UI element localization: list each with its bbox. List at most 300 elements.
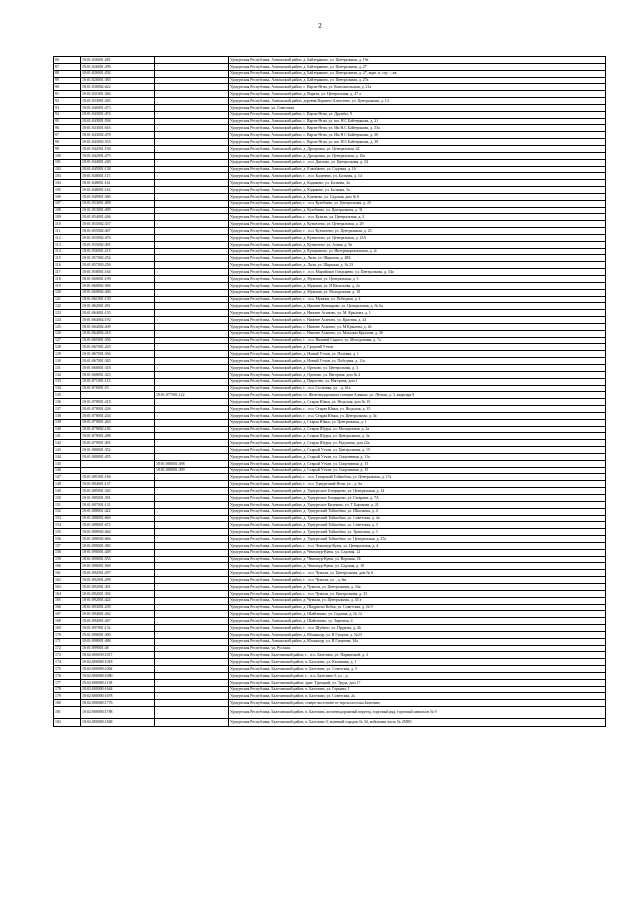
row-number-cell: 147 (54, 474, 81, 481)
related-number-cell (155, 200, 229, 207)
row-number-cell: 120 (54, 289, 81, 296)
table-row (54, 378, 606, 385)
address-cell: Удмуртская Республика, Алнашский район, д. Чумали, ул. Центральная, д. 45 а (229, 597, 606, 604)
cadastral-number-cell: 18:01:079001:491 (81, 440, 155, 447)
row-number-cell: 165 (54, 597, 81, 604)
address-cell: Удмуртская Республика, Алнашский район, д. Варали, ул. Центральная, д. 47 а (229, 91, 606, 98)
cadastral-number-cell: 18:01:078001:226 (81, 406, 155, 413)
cadastral-number-cell: 18:01:033001:283 (81, 98, 155, 105)
related-number-cell (155, 597, 229, 604)
address-cell: Удмуртская Республика, Алнашский район, г. , н.п. Чемошур-Куюк, ул. Центральная, д. 4 (229, 542, 606, 549)
related-number-cell (155, 132, 229, 139)
cadastral-number-cell: 18:01:076001:53 (81, 385, 155, 392)
cadastral-number-cell: 18:02:000000:1776 (81, 700, 155, 707)
row-number-cell: 114 (54, 248, 81, 255)
related-number-cell (155, 63, 229, 70)
address-cell: Удмуртская Республика, Алнашский район, д. Старая Юмья, ул. Центральная, д. 1 (229, 419, 606, 426)
related-number-cell (155, 707, 229, 719)
cadastral-number-cell: 18:01:053001:498 (81, 200, 155, 207)
cadastral-number-cell: 18:01:062001:291 (81, 303, 155, 310)
table-row (54, 652, 606, 659)
row-number-cell: 99 (54, 145, 81, 152)
table-row (54, 77, 606, 84)
table-row (54, 70, 606, 77)
row-number-cell: 155 (54, 529, 81, 536)
address-cell: Удмуртская Республика, Алнашский район, д. Старая Шудья, ул. Радужная, дом 22а (229, 440, 606, 447)
related-number-cell (155, 563, 229, 570)
table-row (54, 63, 606, 70)
table-row (54, 221, 606, 228)
row-number-cell: 150 (54, 495, 81, 502)
table-row (54, 611, 606, 618)
table-row (54, 303, 606, 310)
table-row (54, 631, 606, 638)
address-cell: Удмуртская Республика, Алнашский район, д. Орехово, ул. Центральная, д. 3 (229, 364, 606, 371)
address-cell: Удмуртская Республика, Алнашский район, деревня Варзинo-Алексеево, ул. Центральная, д. 14 (229, 98, 606, 105)
cadastral-number-cell: 18:01:085001:391 (81, 495, 155, 502)
address-cell: Удмуртская Республика, Алнашский район, д. Ляли, ул. Широкая, д. № 23 (229, 262, 606, 269)
row-number-cell: 145 (54, 460, 81, 467)
table-row (54, 618, 606, 625)
row-number-cell: 148 (54, 481, 81, 488)
related-number-cell (155, 529, 229, 536)
row-number-cell: 118 (54, 276, 81, 283)
address-cell: Удмуртская Республика, Алнашский район, г. , н.п. Чумали, ул. , д. 6м (229, 577, 606, 584)
related-number-cell (155, 659, 229, 666)
address-cell: Удмуртская Республика, Алнашский район, г. , н.п. Чумали, ул. Центральная, дом № 6 (229, 570, 606, 577)
address-cell: Удмуртская Республика, Алнашский район, г. , н.п. Кузили, ул. Центральная, д. 2 (229, 214, 606, 221)
cadastral-number-cell: 18:01:053001:499 (81, 207, 155, 214)
row-number-cell: 103 (54, 173, 81, 180)
row-number-cell: 131 (54, 364, 81, 371)
table-row (54, 399, 606, 406)
table-row (54, 590, 606, 597)
related-number-cell (155, 542, 229, 549)
cadastral-number-cell: 18:01:079001:263 (81, 419, 155, 426)
row-number-cell: 167 (54, 611, 81, 618)
cadastral-number-cell: 18:01:092001:424 (81, 597, 155, 604)
address-cell: Удмуртская Республика, Алнашский район, г. , н.п. Старая Юмья, ул. Ягодская, д. 15 (229, 406, 606, 413)
address-cell: Удмуртская Республика, Алнашский район, с. Варзи-Ятчи, ул. Им Н.С Байтерякова, д. 33а (229, 125, 606, 132)
address-cell: Удмуртская Республика, Алнашский район, д. Мукшин, ул. Молодежная, д. 10 (229, 289, 606, 296)
cadastral-number-cell: 18:01:055002:407 (81, 228, 155, 235)
address-cell: Удмуртская Республика, Алнашский район, г. , н.п. Каденево, ул. Больная, д. 14 (229, 173, 606, 180)
table-row (54, 495, 606, 502)
address-cell: Удмуртская Республика, Алнашский район, д. Шайтаново, ул. Заречная, 4 (229, 618, 606, 625)
cadastral-number-cell: 18:01:078001:218 (81, 399, 155, 406)
row-number-cell: 116 (54, 262, 81, 269)
cadastral-number-cell: 18:01:057002:252 (81, 255, 155, 262)
related-number-cell (155, 221, 229, 228)
address-cell: Удмуртская Республика, Алнашский район, г. , н.п. Чумали, ул. Центральная, д. 33 (229, 590, 606, 597)
related-number-cell (155, 276, 229, 283)
table-row (54, 672, 606, 679)
cadastral-number-cell: 18:01:093001:239 (81, 604, 155, 611)
address-cell: Удмуртская Республика, Балезинский район, п. Балезино, ул. Горкина, 1 (229, 686, 606, 693)
table-row (54, 337, 606, 344)
related-number-cell (155, 310, 229, 317)
related-number-cell (155, 57, 229, 64)
table-row (54, 597, 606, 604)
cadastral-number-cell: 18:01:068001:323 (81, 371, 155, 378)
related-number-cell (155, 241, 229, 248)
cadastral-number-cell: 18:01:043001:474 (81, 111, 155, 118)
address-cell: Удмуртская Республика, Алнашский район, д. Ляли, ул. Широкая, д. 48Б (229, 255, 606, 262)
row-number-cell: 177 (54, 679, 81, 686)
table-row (54, 248, 606, 255)
cadastral-number-cell: 18:01:067001:336 (81, 351, 155, 358)
address-cell: Удмуртская Республика, Алнашский район, д. Байтеряково, ул. Центральная, д. 19а (229, 57, 606, 64)
address-cell: Удмуртская Республика, Балезинский район, п. Балезино, ул. Калинина, д. 1 (229, 659, 606, 666)
address-cell: Удмуртская Республика, Алнашский район, д. Байтеряково, ул. Центральная, д. 27 (229, 63, 606, 70)
cadastral-number-cell: 18:01:043002:533 (81, 139, 155, 146)
address-cell: Удмуртская Республика, Алнашский район, г. , н.п. Удмуртский Ятчи, ул. , д. 6а (229, 481, 606, 488)
row-number-cell: 89 (54, 77, 81, 84)
related-number-cell (155, 344, 229, 351)
row-number-cell: 179 (54, 693, 81, 700)
table-row (54, 193, 606, 200)
table-row (54, 234, 606, 241)
row-number-cell: 128 (54, 344, 81, 351)
row-number-cell: 93 (54, 104, 81, 111)
related-number-cell (155, 399, 229, 406)
cadastral-number-cell: 18:01:099001:48 (81, 645, 155, 652)
cadastral-number-cell: 18:01:042001:279 (81, 152, 155, 159)
cadastral-number-cell: 18:01:092001:297 (81, 570, 155, 577)
address-cell: Удмуртская Республика, Алнашский район, д. Удмуртский Тоймобаш, ул. Трактовая, д. 3 (229, 529, 606, 536)
related-number-cell (155, 248, 229, 255)
cadastral-number-cell: 18:01:055002:337 (81, 221, 155, 228)
address-cell: Удмуртская Республика, Алнашский район, д. Чемошур-Куюк, ул. Садовая, 12 (229, 549, 606, 556)
address-cell: Удмуртская Республика, Балезинский район, северо-восточнее от черты поселка Балезино (229, 700, 606, 707)
address-cell: Удмуртская Республика, Алнашский район, д. Казаково, ул. Садовая, дом № 6 (229, 193, 606, 200)
row-number-cell: 141 (54, 433, 81, 440)
cadastral-number-cell: 18:01:056001:215 (81, 248, 155, 255)
table-row (54, 536, 606, 543)
address-cell: Удмуртская Республика, Алнашский район, г. , н.п. Кузмелево, ул. Центральная, д. 23 (229, 228, 606, 235)
row-number-cell: 97 (54, 132, 81, 139)
address-cell: Удмуртская Республика, Алнашский район, д. Чемошур-Куюк, ул. Садовая, д. 10 (229, 563, 606, 570)
page-number: 2 (318, 22, 322, 30)
related-number-cell (155, 139, 229, 146)
table-row (54, 371, 606, 378)
row-number-cell: 154 (54, 522, 81, 529)
row-number-cell: 94 (54, 111, 81, 118)
table-row (54, 542, 606, 549)
row-number-cell: 142 (54, 440, 81, 447)
cadastral-number-cell: 18:01:088001:660 (81, 515, 155, 522)
address-cell: Удмуртская Республика, Алнашский район, с. Варзи-Ятчи, ул. Им Н С Байтерякова, д. 30 (229, 132, 606, 139)
address-cell: Удмуртская Республика, Алнашский район, д. Чемошур-Куюк, ул. Верхняя, 1Б (229, 556, 606, 563)
address-cell: Удмуртская Республика, Алнашский район, с. Варзи-Ятчи, ул. им. Н.С Байтерякова, д. 38 (229, 139, 606, 146)
address-cell: Удмуртская Республика, Алнашский район, д. Удмуртский Тоймобаш, ул. Советская, д. 3 (229, 522, 606, 529)
address-cell: Удмуртская Республика, Алнашский район, д. Средний Утчан (229, 344, 606, 351)
cadastral-number-cell: 18:01:092001:299 (81, 577, 155, 584)
related-number-cell (155, 440, 229, 447)
related-number-cell (155, 515, 229, 522)
table-row (54, 556, 606, 563)
table-row (54, 159, 606, 166)
row-number-cell: 96 (54, 125, 81, 132)
address-cell: Удмуртская Республика, Алнашский район, г. , н.п. Старая Юмья, ул. Центральная, д. 3а (229, 412, 606, 419)
related-number-cell (155, 371, 229, 378)
related-number-cell (155, 193, 229, 200)
address-cell: Удмуртская Республика, Алнашский район, д. Нижнее Асаново, ул. М. Крылова, д. 1 (229, 310, 606, 317)
row-number-cell: 98 (54, 139, 81, 146)
row-number-cell: 168 (54, 618, 81, 625)
table-row (54, 666, 606, 673)
address-cell: Удмуртская Республика, Алнашский район, д. Нижнее Котныраво, ул. Центральная, д. № 6а (229, 303, 606, 310)
table-row (54, 570, 606, 577)
row-number-cell: 106 (54, 193, 81, 200)
related-number-cell (155, 145, 229, 152)
table-row (54, 679, 606, 686)
table-row (54, 515, 606, 522)
related-number-cell (155, 173, 229, 180)
address-cell: Удмуртская Республика, Алнашский район, д. Байтеряково, ул. Центральная, д. 27а (229, 77, 606, 84)
address-cell: Удмуртская Республика, Алнашский район, ст. Железнодорожная станция Алнаши, ул. Лесная, д. 3, квартира 9 (229, 392, 606, 399)
cadastral-number-cell: 18:02:000000:1080 (81, 672, 155, 679)
row-number-cell: 173 (54, 652, 81, 659)
row-number-cell: 95 (54, 118, 81, 125)
table-row (54, 645, 606, 652)
cadastral-number-cell: 18:01:097001:132 (81, 625, 155, 632)
cadastral-number-cell: 18:01:026001:292 (81, 70, 155, 77)
table-row (54, 282, 606, 289)
table-row (54, 412, 606, 419)
cadastral-number-cell: 18:01:079001:288 (81, 433, 155, 440)
table-row (54, 269, 606, 276)
related-number-cell (155, 686, 229, 693)
address-cell: Удмуртская Республика, Алнашский район, г. , н.п. Дятлово, ул. Центральная, д. 24 (229, 159, 606, 166)
table-row (54, 453, 606, 460)
cadastral-number-cell: 18:01:044001:240 (81, 159, 155, 166)
table-row (54, 577, 606, 584)
cadastral-number-cell: 18:01:084001:137 (81, 481, 155, 488)
row-number-cell: 109 (54, 214, 81, 221)
address-cell: Удмуртская Республика, Алнашский район, д. Удмуртское Кизеково, ул. Т Баранова, д. 21 (229, 501, 606, 508)
related-number-cell (155, 317, 229, 324)
row-number-cell: 169 (54, 625, 81, 632)
table-row (54, 145, 606, 152)
cadastral-number-cell: 18:02:000000:1848 (81, 719, 155, 727)
related-number-cell (155, 412, 229, 419)
cadastral-number-cell: 18:01:088002:666 (81, 536, 155, 543)
table-row (54, 686, 606, 693)
related-number-cell (155, 166, 229, 173)
related-number-cell (155, 508, 229, 515)
row-number-cell: 130 (54, 358, 81, 365)
address-cell: Удмуртская Республика, Алнашский район, д. Удмуртский Тоймобаш, ул. Школьная, д. 4 (229, 508, 606, 515)
address-cell: Удмуртская Республика, Алнашский район, г. , н.п. Нижний Сырьез, ул. Молодежная, д. 7а (229, 337, 606, 344)
row-number-cell: 107 (54, 200, 81, 207)
table-row (54, 604, 606, 611)
table-row (54, 625, 606, 632)
related-number-cell (155, 645, 229, 652)
cadastral-number-cell: 18:01:087001:131 (81, 501, 155, 508)
cadastral-number-cell: 18:01:030002:622 (81, 84, 155, 91)
related-number-cell (155, 98, 229, 105)
row-number-cell: 125 (54, 323, 81, 330)
cadastral-number-cell: 18:01:057003:256 (81, 262, 155, 269)
related-number-cell: 18:01:077001:122 (155, 392, 229, 399)
cadastral-number-cell: 18:01:043002:478 (81, 132, 155, 139)
row-number-cell: 122 (54, 303, 81, 310)
table-row (54, 262, 606, 269)
address-cell: Удмуртская Республика, Алнашский район, д. Удмуртский Тоймобаш, ул. Центральная, д. 27а (229, 536, 606, 543)
row-number-cell: 143 (54, 447, 81, 454)
cadastral-number-cell: 18:01:094001:262 (81, 611, 155, 618)
row-number-cell: 151 (54, 501, 81, 508)
related-number-cell (155, 70, 229, 77)
table-row (54, 433, 606, 440)
cadastral-number-cell: 18:01:067001:345 (81, 358, 155, 365)
related-number-cell (155, 187, 229, 194)
cadastral-number-cell: 18:01:088001:422 (81, 508, 155, 515)
row-number-cell: 115 (54, 255, 81, 262)
cadastral-number-cell: 18:02:000000:1138 (81, 679, 155, 686)
table-row (54, 474, 606, 481)
cadastral-number-cell: 18:01:048001:162 (81, 187, 155, 194)
related-number-cell (155, 152, 229, 159)
cadastral-number-cell: 18:01:060002:406 (81, 289, 155, 296)
address-cell: Удмуртская Республика, Балезинский район, ориг. Турецкий, ул. Труда, дом 17 (229, 679, 606, 686)
related-number-cell (155, 337, 229, 344)
cadastral-number-cell: 18:01:081001:166 (81, 474, 155, 481)
cadastral-number-cell: 18:01:048001:161 (81, 180, 155, 187)
cadastral-number-cell: 18:01:080001:455 (81, 453, 155, 460)
cadastral-number-cell: 18:01:080001:352 (81, 447, 155, 454)
address-cell: Удмуртская Республика, Алнашский район, г. , н.п. Кузебаево, ул. Центральная, д. 25 (229, 200, 606, 207)
related-number-cell (155, 556, 229, 563)
row-number-cell: 162 (54, 577, 81, 584)
table-row (54, 508, 606, 515)
row-number-cell: 164 (54, 590, 81, 597)
row-number-cell: 108 (54, 207, 81, 214)
address-cell: Удмуртская Республика, Алнашский район, с. Нижнее Асаново, ул. М Крылова, д. 26 (229, 323, 606, 330)
related-number-cell (155, 118, 229, 125)
cadastral-number-cell: 18:01:043001:616 (81, 125, 155, 132)
cadastral-number-cell: 18:01:090001:382 (81, 542, 155, 549)
related-number-cell (155, 672, 229, 679)
row-number-cell: 158 (54, 549, 81, 556)
related-number-cell (155, 358, 229, 365)
table-row (54, 563, 606, 570)
cadastral-number-cell: 18:01:060001:199 (81, 276, 155, 283)
row-number-cell: 117 (54, 269, 81, 276)
related-number-cell (155, 700, 229, 707)
cadastral-number-cell: 18:01:092001:301 (81, 583, 155, 590)
related-number-cell (155, 549, 229, 556)
address-cell: Удмуртская Республика, Алнашский район, д. Орехово, ул. Нагорная, дом № 2 (229, 371, 606, 378)
address-cell: Удмуртская Республика, Алнашский район, с. Варзи-Ятчи, ул. Комсомольская, д. 21а (229, 84, 606, 91)
row-number-cell: 160 (54, 563, 81, 570)
row-number-cell: 178 (54, 686, 81, 693)
row-number-cell: 87 (54, 63, 81, 70)
address-cell: Удмуртская Республика, Алнашский район, д. Ёлкибаево, ул. Садовая, д. 16 (229, 166, 606, 173)
row-number-cell: 91 (54, 91, 81, 98)
address-cell: Удмуртская Республика, Алнашский район, г. , н.п. Татарский Тоймобаш, ул. Центральная, д. 17а (229, 474, 606, 481)
cadastral-number-cell: 18:02:000000:1644 (81, 686, 155, 693)
address-cell: Удмуртская Республика, Алнашский район, д. Новый Утчан, ул. Победная, д. 11а (229, 358, 606, 365)
related-number-cell (155, 501, 229, 508)
cadastral-number-cell: 18:01:092001:302 (81, 590, 155, 597)
cadastral-table (53, 56, 606, 727)
table-row (54, 351, 606, 358)
related-number-cell (155, 104, 229, 111)
row-number-cell: 161 (54, 570, 81, 577)
related-number-cell (155, 323, 229, 330)
table-row (54, 638, 606, 645)
related-number-cell: 18:01:080001:499 (155, 467, 229, 474)
cadastral-number-cell: 18:01:068001:318 (81, 364, 155, 371)
cadastral-number-cell: 18:01:064002:218 (81, 330, 155, 337)
related-number-cell (155, 419, 229, 426)
table-row (54, 467, 606, 474)
row-number-cell: 111 (54, 228, 81, 235)
address-cell: Удмуртская Республика, Балезинский район, г. , н.п. Балезино, ул. Парматовой, д. 2 (229, 652, 606, 659)
table-row (54, 707, 606, 719)
table-row (54, 481, 606, 488)
address-cell: Удмуртская Республика, Алнашский район, д. Старый Утчан, ул. Спортивная, д. 11а (229, 453, 606, 460)
related-number-cell (155, 159, 229, 166)
table-row (54, 460, 606, 467)
related-number-cell (155, 638, 229, 645)
row-number-cell: 135 (54, 392, 81, 399)
table-row (54, 200, 606, 207)
related-number-cell (155, 125, 229, 132)
row-number-cell: 144 (54, 453, 81, 460)
cadastral-number-cell: 18:01:090001:449 (81, 549, 155, 556)
table-row (54, 111, 606, 118)
related-number-cell (155, 426, 229, 433)
table-row (54, 522, 606, 529)
row-number-cell: 127 (54, 337, 81, 344)
cadastral-number-cell: 18:01:026001:290 (81, 63, 155, 70)
table-row (54, 385, 606, 392)
table-row (54, 57, 606, 64)
table-row (54, 488, 606, 495)
cadastral-number-cell: 18:01:064002:192 (81, 317, 155, 324)
table-row (54, 406, 606, 413)
related-number-cell (155, 207, 229, 214)
related-number-cell: 18:01:080001:498 (155, 460, 229, 467)
row-number-cell: 133 (54, 378, 81, 385)
address-cell: Удмуртская Республика, Алнашский район, г. , н.п. Шубино, ул. Прудная, д. 26 (229, 625, 606, 632)
cadastral-number-cell: 18:01:049001:360 (81, 193, 155, 200)
row-number-cell: 110 (54, 221, 81, 228)
row-number-cell: 149 (54, 488, 81, 495)
address-cell: Удмуртская Республика, Алнашский район, г. , н.п. Сосновка, ул. , д. 61а (229, 385, 606, 392)
table-row (54, 84, 606, 91)
cadastral-number-cell: 18:01:079002:182 (81, 426, 155, 433)
related-number-cell (155, 378, 229, 385)
related-number-cell (155, 296, 229, 303)
address-cell: Удмуртская Республика, Алнашский район, д. Старый Утчан, ул. Центральная, д. 15 (229, 447, 606, 454)
related-number-cell (155, 577, 229, 584)
row-number-cell: 146 (54, 467, 81, 474)
address-cell: Удмуртская Республика, Алнашский район, д. Юмьяшур, ул. В Гущнина, 34а (229, 638, 606, 645)
related-number-cell (155, 282, 229, 289)
address-cell: Удмуртская Республика, Балезинский район, п. Балезино, ул. Советская, д. 5 (229, 666, 606, 673)
table-row (54, 344, 606, 351)
table-row (54, 392, 606, 399)
cadastral-number-cell (81, 460, 155, 467)
related-number-cell (155, 604, 229, 611)
related-number-cell (155, 289, 229, 296)
table-row (54, 187, 606, 194)
cadastral-number-cell: 18:01:085001:345 (81, 488, 155, 495)
